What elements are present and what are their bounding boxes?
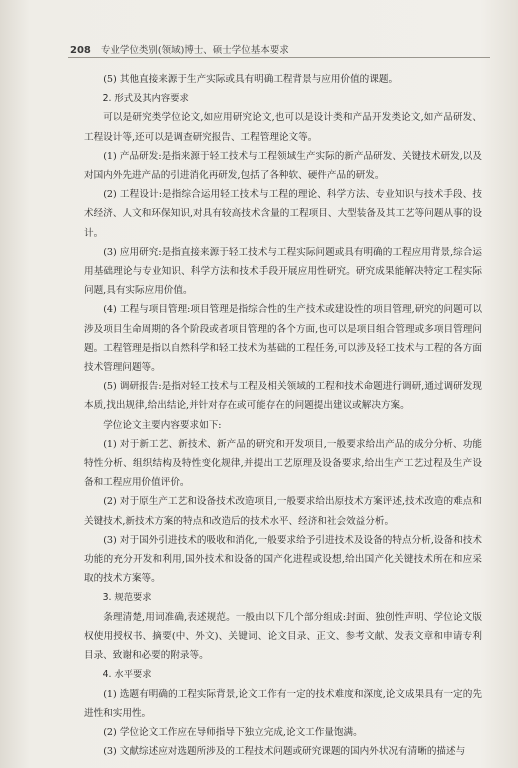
- paragraph: (3) 对于国外引进技术的吸收和消化,一般要求给予引进技术及设备的特点分析,设备和技术功能的充分开发和利用,国外技术和设备的国产化进程或设想,给出国产化关键技术所在和应采取的技术方案等。: [84, 534, 482, 585]
- paragraph: (2) 学位论文工作应在导师指导下独立完成,论文工作量饱满。: [103, 726, 363, 738]
- section-heading: 3. 规范要求: [102, 592, 152, 604]
- paragraph: (5) 调研报告:是指对轻工技术与工程及相关领域的工程和技术命题进行调研,通过调研发现本质,找出规律,给出结论,并针对存在或可能存在的问题提出建议或解决方案。: [84, 381, 482, 412]
- section-heading: 4. 水平要求: [102, 669, 152, 681]
- paragraph: 条理清楚,用词准确,表述规范。一般由以下几个部分组成:封面、独创性声明、学位论文版权使用授权书、摘要(中、外文)、关键词、论文目录、正文、参考文献、发表文章和申请专利目录、致谢和必要的附录等。: [84, 611, 482, 662]
- page-number: 208: [70, 45, 91, 56]
- paragraph: (3) 应用研究:是指直接来源于轻工技术与工程实际问题或具有明确的工程应用背景,综合运用基础理论与专业知识、科学方法和技术手段开展应用性研究。研究成果能解决特定工程实际问题,具有实际应用价值。: [84, 246, 482, 297]
- paragraph: (5) 其他直接来源于生产实际或具有明确工程背景与应用价值的课题。: [103, 74, 399, 85]
- header-rule: [68, 57, 490, 58]
- paragraph: (2) 对于原生产工艺和设备技术改造项目,一般要求给出原技术方案评述,技术改造的难点和关键技术,新技术方案的特点和改造后的技术水平、经济和社会效益分析。: [84, 496, 482, 527]
- paragraph: (2) 工程设计:是指综合运用轻工技术与工程的理论、科学方法、专业知识与技术手段、技术经济、人文和环保知识,对具有较高技术含量的工程项目、大型装备及其工艺等问题从事的设计。: [84, 189, 482, 239]
- paragraph: (1) 产品研发:是指来源于轻工技术与工程领域生产实际的新产品研发、关键技术研发,以及对国内外先进产品的引进消化再研发,包括了各种软、硬件产品的研发。: [84, 150, 482, 182]
- paragraph: (1) 选题有明确的工程实际背景,论文工作有一定的技术难度和深度,论文成果具有一定的先进性和实用性。: [84, 688, 482, 719]
- paragraph: (4) 工程与项目管理:项目管理是指综合性的生产技术或建设性的项目管理,研究的问题可以涉及项目生命周期的各个阶段或者项目管理的各个方面,也可以是项目组合管理或多项目管理问题。工程管理是指以自然科学和轻工技术为基础的工程任务,可以涉及轻工技术与工程的各方面技术管理问题等。: [84, 304, 482, 374]
- section-heading: 2. 形式及其内容要求: [102, 93, 189, 105]
- running-header: [70, 42, 488, 56]
- body-text: [84, 70, 482, 761]
- paragraph: (3) 文献综述应对选题所涉及的工程技术问题或研究课题的国内外状况有清晰的描述与: [103, 746, 466, 758]
- paragraph: 可以是研究类学位论文,如应用研究论文,也可以是设计类和产品开发类论文,如产品研发、工程设计等,还可以是调查研究报告、工程管理论文等。: [84, 112, 482, 143]
- running-title: 专业学位类别(领域)博士、硕士学位基本要求: [100, 45, 289, 56]
- paragraph: 学位论文主要内容要求如下:: [103, 419, 222, 431]
- paragraph: (1) 对于新工艺、新技术、新产品的研究和开发项目,一般要求给出产品的成分分析、功能特性分析、组织结构及特性变化规律,并提出工艺原理及设备要求,给出生产工艺过程及生产设备和工程应用价值评价。: [84, 438, 482, 489]
